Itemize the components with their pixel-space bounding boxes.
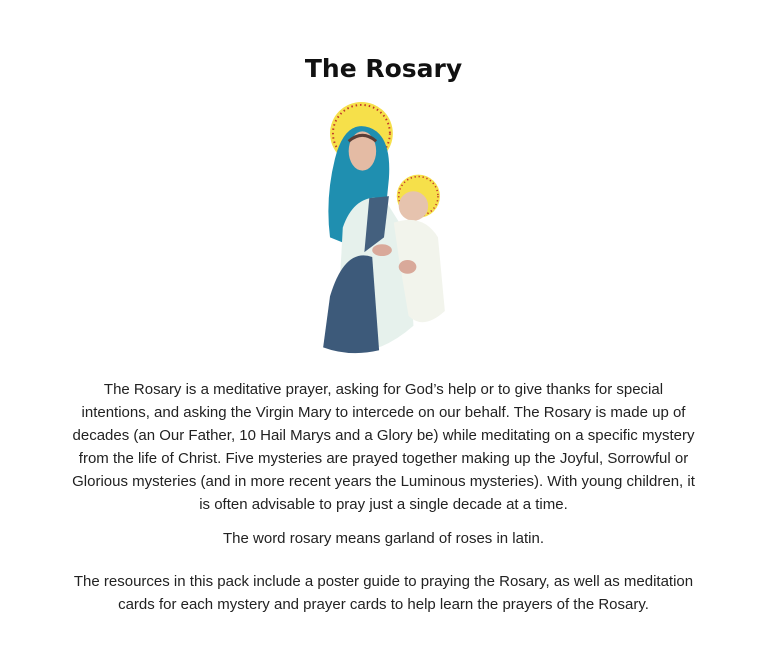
madonna-and-child-illustration <box>314 100 454 365</box>
resources-paragraph: The resources in this pack include a poster guide to praying the Rosary, as well as meditation cards for each mystery and prayer cards to help learn the prayers of the Rosary. <box>73 573 694 613</box>
intro-paragraph: The Rosary is a meditative prayer, asking for God’s help or to give thanks for special intentions, and asking the Virgin Mary to intercede on our behalf. The Rosary is made up of decades (an Our Father, 10 Hail Marys and a Glory be) while meditating on a specific mystery from the life of Christ. Five mysteries are prayed together making up the Joyful, Sorrowful or Glorious mysteries (and in more recent years the Luminous mysteries). With young children, it is often advisable to pray just a single decade at a time. <box>72 381 695 513</box>
meaning-paragraph: The word rosary means garland of roses in latin. <box>223 530 544 547</box>
page-title: The Rosary <box>304 54 463 83</box>
